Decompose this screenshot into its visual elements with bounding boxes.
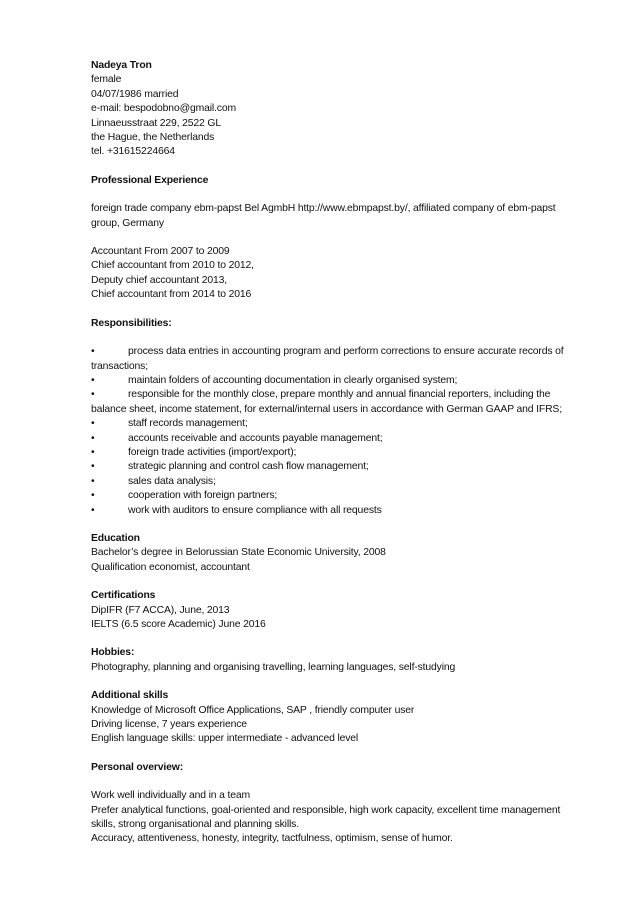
education-line: Bachelor’s degree in Belorussian State Economic University, 2008 xyxy=(91,547,386,559)
list-item-text: staff records management; xyxy=(128,418,248,430)
bullet-icon: • xyxy=(91,432,95,444)
bullet-icon: • xyxy=(91,389,95,401)
position-item: Chief accountant from 2010 to 2012, xyxy=(91,260,254,272)
skills-line: Driving license, 7 years experience xyxy=(91,719,247,731)
list-item xyxy=(91,489,581,503)
overview-heading: Personal overview: xyxy=(91,761,184,773)
list-item-text: accounts receivable and accounts payable management; xyxy=(128,432,383,444)
list-item-text: process data entries in accounting program and perform corrections to ensure accurate records of transactions; xyxy=(91,346,564,372)
overview-line: Work well individually and in a team xyxy=(91,790,251,802)
skills-section xyxy=(91,689,581,747)
overview-line: Accuracy, attentiveness, honesty, integrity, tactfulness, optimism, sense of humor. xyxy=(91,833,453,845)
phone: tel. +31615224664 xyxy=(91,146,175,158)
list-item-text: sales data analysis; xyxy=(128,475,216,487)
list-item xyxy=(91,374,581,388)
list-item-text: responsible for the monthly close, prepare monthly and annual financial reporters, including the balance sheet, income statement, for external/internal users in accordance with German GAAP and IFRS; xyxy=(91,389,562,415)
city-country: the Hague, the Netherlands xyxy=(91,132,215,144)
hobbies-section xyxy=(91,646,581,675)
list-item xyxy=(91,345,581,374)
street-address: Linnaeusstraat 229, 2522 GL xyxy=(91,117,221,129)
position-item: Deputy chief accountant 2013, xyxy=(91,274,228,286)
list-item xyxy=(91,475,581,489)
certifications-heading: Certifications xyxy=(91,590,156,602)
bullet-icon: • xyxy=(91,446,95,458)
list-item xyxy=(91,432,581,446)
gender: female xyxy=(91,74,122,86)
hobbies-line: Photography, planning and organising travelling, learning languages, self-studying xyxy=(91,661,456,673)
bullet-icon: • xyxy=(91,490,95,502)
overview-line: Prefer analytical functions, goal-oriented and responsible, high work capacity, excellent time management skills, strong organisational and planning skills. xyxy=(91,804,561,831)
list-item xyxy=(91,460,581,474)
bullet-icon: • xyxy=(91,461,95,473)
list-item-text: strategic planning and control cash flow management; xyxy=(128,461,369,473)
certification-line: DipIFR (F7 ACCA), June, 2013 xyxy=(91,604,230,616)
certification-line: IELTS (6.5 score Academic) June 2016 xyxy=(91,619,266,630)
position-item: Accountant From 2007 to 2009 xyxy=(91,246,230,258)
position-item: Chief accountant from 2014 to 2016 xyxy=(91,289,252,301)
bullet-icon: • xyxy=(91,418,95,430)
list-item xyxy=(91,388,581,417)
responsibilities-section xyxy=(91,317,581,518)
list-item xyxy=(91,504,581,518)
bullet-icon: • xyxy=(91,346,95,358)
list-item-text: cooperation with foreign partners; xyxy=(128,490,278,502)
hobbies-heading: Hobbies: xyxy=(91,647,135,659)
responsibilities-heading: Responsibilities: xyxy=(91,317,172,329)
education-line: Qualification economist, accountant xyxy=(91,561,250,573)
list-item-text: work with auditors to ensure compliance with all requests xyxy=(128,504,382,516)
personal-info xyxy=(91,59,581,160)
company-description: foreign trade company ebm-papst Bel AgmbH http://www.ebmpapst.by/, affiliated company of ebm-papst group, Germany xyxy=(91,203,556,229)
resume-document xyxy=(91,59,581,847)
bullet-icon: • xyxy=(91,475,95,487)
education-heading: Education xyxy=(91,532,140,544)
certifications-section xyxy=(91,589,581,632)
education-section xyxy=(91,532,581,575)
skills-line: Knowledge of Microsoft Office Applications, SAP , friendly computer user xyxy=(91,704,415,716)
skills-line: English language skills: upper intermediate - advanced level xyxy=(91,733,359,745)
overview-section xyxy=(91,761,581,847)
list-item-text: foreign trade activities (import/export); xyxy=(128,446,297,458)
list-item xyxy=(91,446,581,460)
email: e-mail: bespodobno@gmail.com xyxy=(91,103,236,115)
bullet-icon: • xyxy=(91,504,95,516)
list-item xyxy=(91,417,581,431)
candidate-name: Nadeya Tron xyxy=(91,60,152,71)
birth-date-status: 04/07/1986 married xyxy=(91,88,179,100)
bullet-icon: • xyxy=(91,374,95,386)
experience-section xyxy=(91,174,581,303)
skills-heading: Additional skills xyxy=(91,690,169,702)
experience-heading: Professional Experience xyxy=(91,174,209,186)
list-item-text: maintain folders of accounting documentation in clearly organised system; xyxy=(128,374,458,386)
